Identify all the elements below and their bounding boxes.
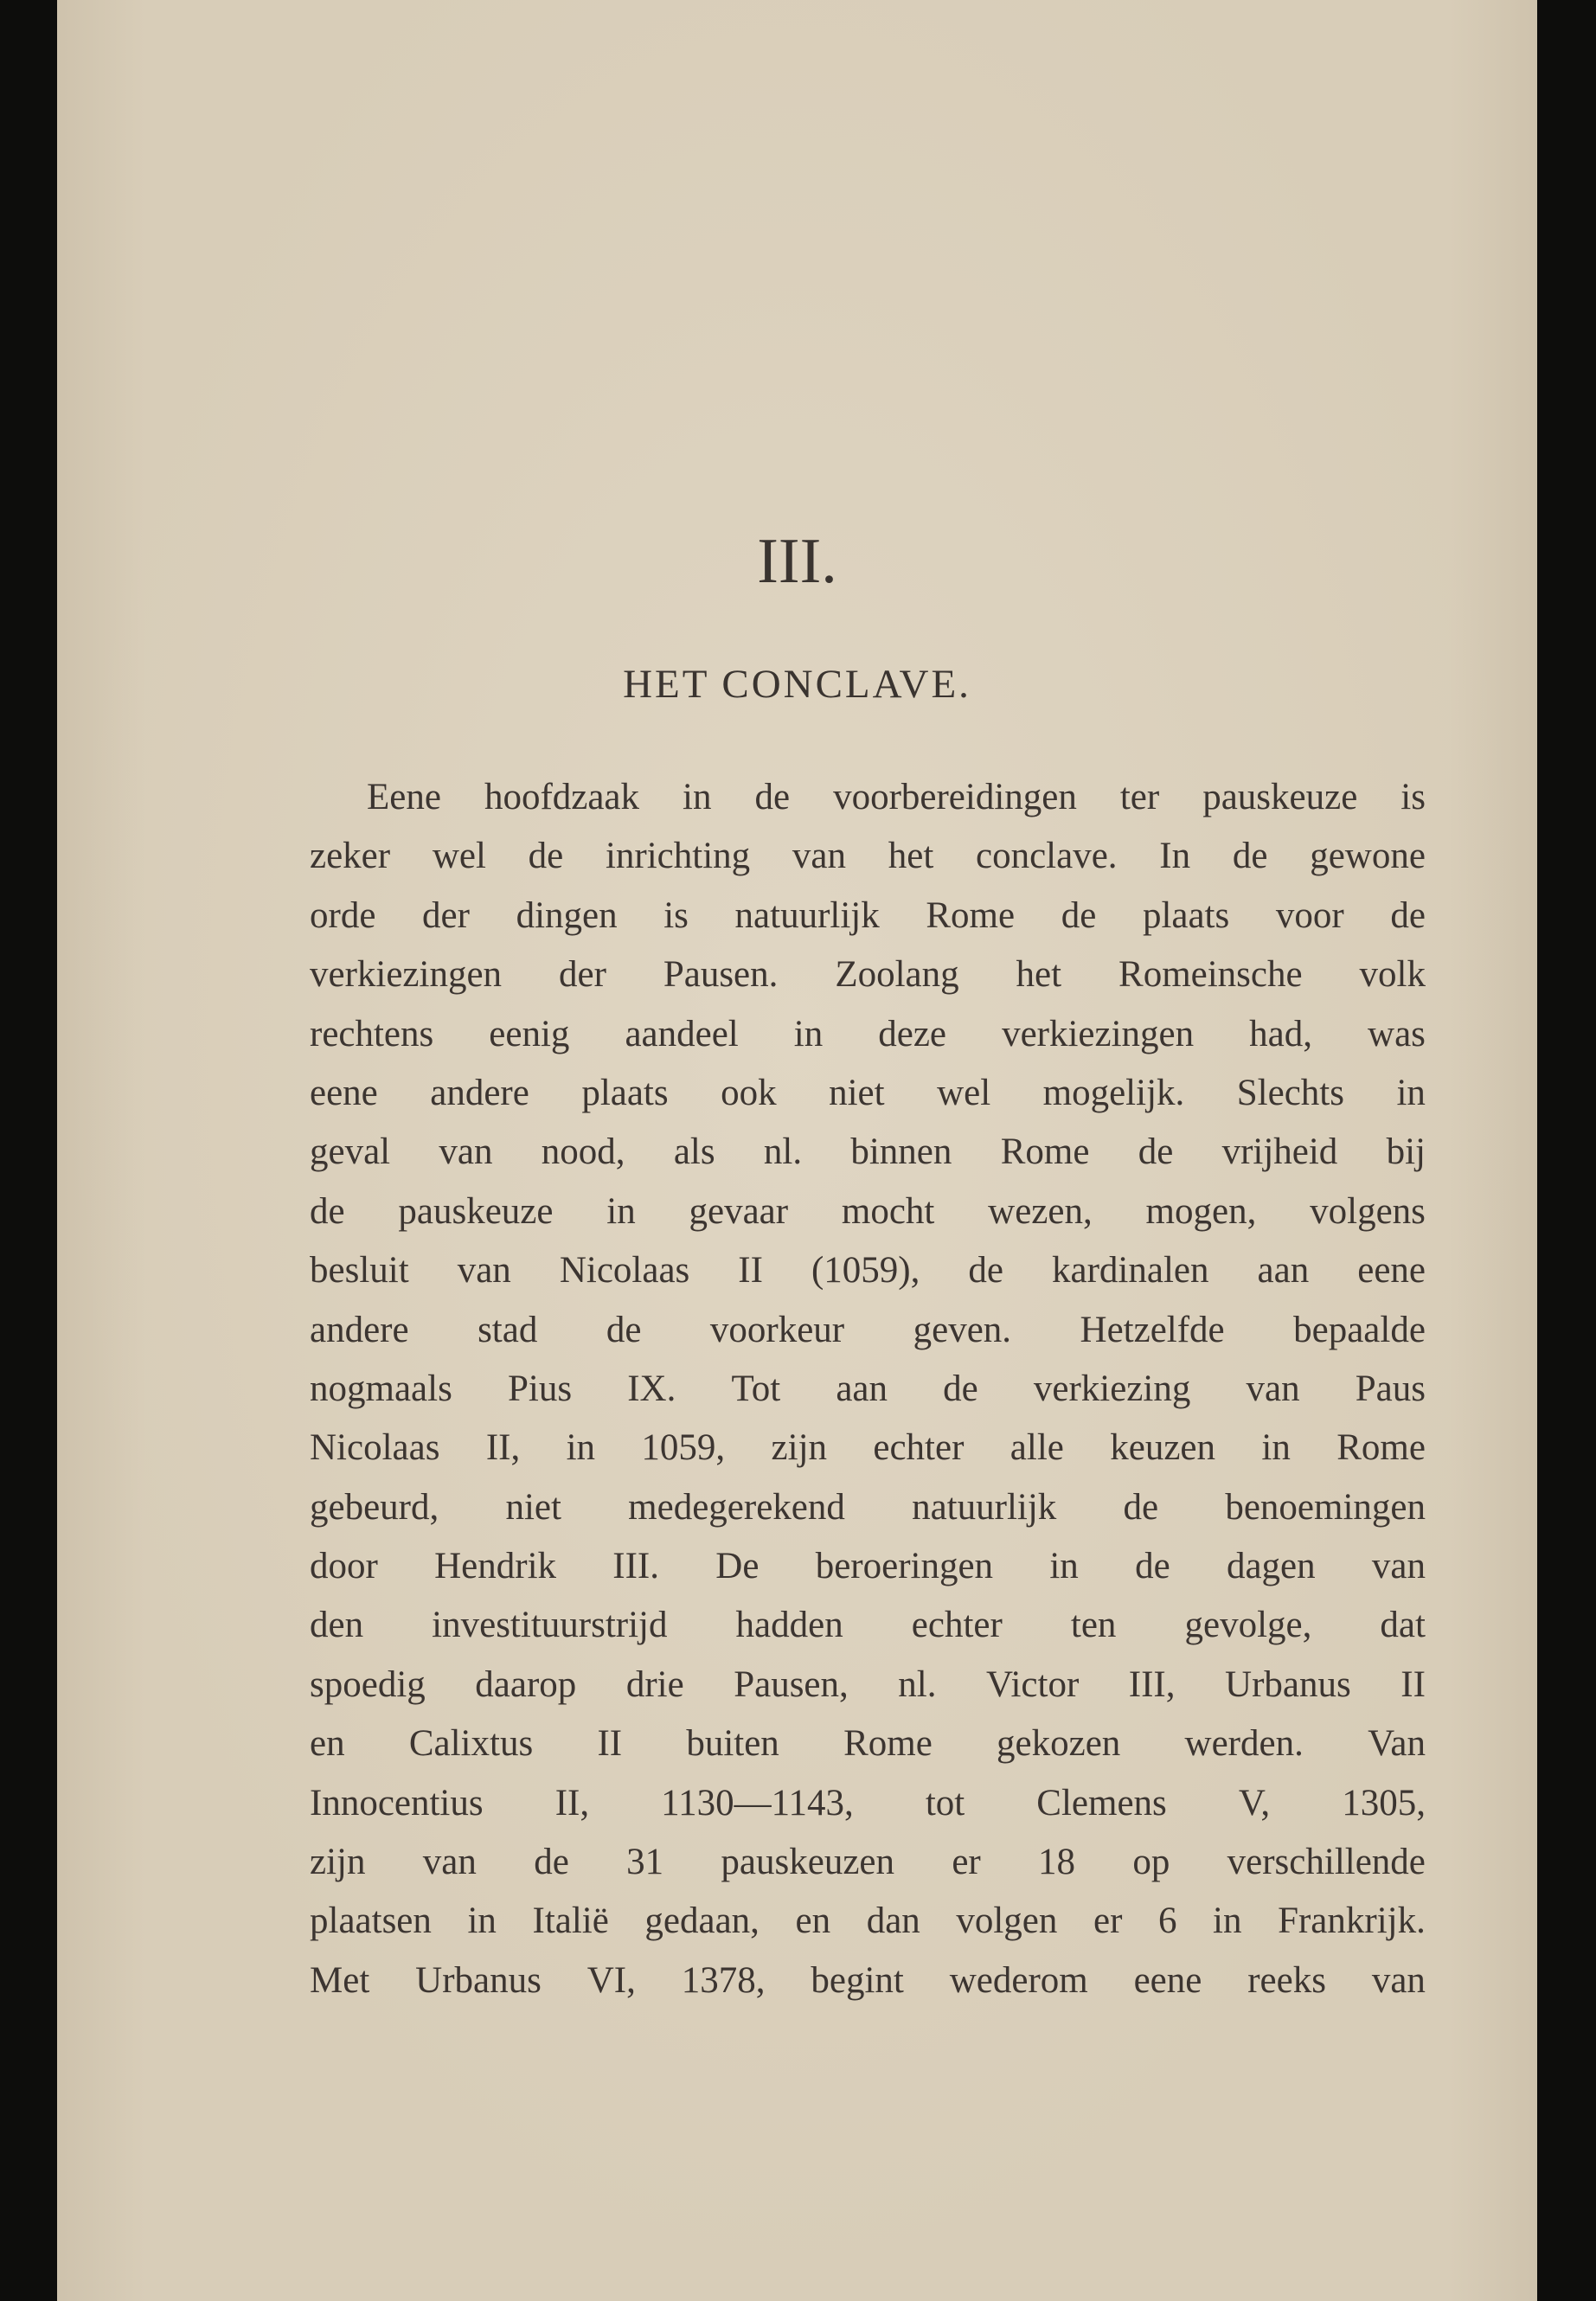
word: verkiezingen <box>310 954 503 996</box>
word: natuurlijk <box>912 1486 1057 1528</box>
word: voorkeur <box>709 1309 845 1350</box>
word: wezen, <box>988 1190 1093 1232</box>
word: investituurstrijd <box>432 1605 668 1646</box>
word: mogen, <box>1145 1190 1257 1232</box>
word: Calixtus <box>408 1723 534 1765</box>
word: gekozen <box>997 1723 1121 1765</box>
word: door <box>310 1546 378 1587</box>
word: Hetzelfde <box>1080 1309 1225 1350</box>
word: geval <box>310 1131 391 1173</box>
word: Urbanus <box>415 1959 542 2001</box>
word: het <box>1016 954 1062 996</box>
word: deze <box>878 1013 947 1054</box>
word: Pausen, <box>734 1663 849 1705</box>
text-line <box>310 1537 1426 1596</box>
text-line <box>310 1833 1426 1892</box>
word: de <box>943 1368 978 1409</box>
word: de <box>968 1250 1003 1292</box>
word: aandeel <box>625 1013 739 1054</box>
chapter-title: HET CONCLAVE. <box>623 662 971 707</box>
word: Pausen. <box>663 954 779 996</box>
word: der <box>422 894 470 936</box>
word: pauskeuze <box>398 1190 554 1232</box>
word: rechtens <box>310 1013 434 1054</box>
word: kardinalen <box>1052 1250 1209 1292</box>
word: op <box>1132 1842 1170 1883</box>
word: gebeurd, <box>310 1486 439 1528</box>
word: der <box>558 954 606 996</box>
word: de <box>606 1309 642 1350</box>
word: II, <box>554 1782 590 1823</box>
word: dingen <box>516 894 618 936</box>
word: zijn <box>771 1427 828 1469</box>
word: de <box>754 777 791 817</box>
word: IX. <box>627 1368 676 1409</box>
word: van <box>422 1842 477 1883</box>
word: Paus <box>1355 1368 1426 1409</box>
word: bepaalde <box>1293 1309 1426 1350</box>
word: VI, <box>586 1959 636 2001</box>
word: In <box>1159 836 1191 877</box>
text-line <box>310 1241 1426 1300</box>
word: nogmaals <box>310 1368 452 1409</box>
word: beroeringen <box>815 1546 994 1587</box>
word: 1378, <box>681 1959 766 2001</box>
text-line <box>310 1301 1426 1360</box>
word: verschillende <box>1227 1842 1426 1883</box>
text-line <box>310 1596 1426 1655</box>
word: 1130—1143, <box>661 1782 854 1823</box>
word: andere <box>310 1309 409 1350</box>
word: volgen <box>956 1900 1058 1942</box>
word: verkiezingen <box>1002 1013 1195 1054</box>
text-line <box>310 945 1426 1004</box>
word: (1059), <box>811 1250 920 1292</box>
word: inrichting <box>605 836 751 877</box>
word: gevaar <box>689 1190 789 1232</box>
word: Italië <box>532 1900 609 1942</box>
word: besluit <box>310 1250 409 1292</box>
word: had, <box>1249 1013 1312 1054</box>
word: mogelijk. <box>1042 1072 1185 1113</box>
word: II <box>738 1250 763 1292</box>
word: eene <box>310 1072 378 1113</box>
word: in <box>1049 1546 1079 1587</box>
word: Rome <box>1336 1427 1426 1469</box>
word: 1059, <box>641 1427 726 1469</box>
word: de <box>528 836 564 877</box>
word: bij <box>1386 1131 1426 1173</box>
word: Zoolang <box>835 954 959 996</box>
word: wel <box>432 836 486 877</box>
word: Rome <box>843 1723 933 1765</box>
word: III, <box>1128 1663 1176 1705</box>
word: tot <box>925 1782 965 1823</box>
word: II, <box>485 1427 521 1469</box>
word: Tot <box>731 1368 781 1409</box>
word: keuzen <box>1110 1427 1216 1469</box>
word: de <box>1123 1486 1159 1528</box>
word: ook <box>721 1072 777 1113</box>
word: voor <box>1275 894 1344 936</box>
word: Innocentius <box>310 1782 484 1823</box>
word: hoofdzaak <box>484 777 640 817</box>
word: den <box>310 1605 364 1646</box>
text-line <box>310 1360 1426 1419</box>
word: 1305, <box>1342 1782 1426 1823</box>
word: aan <box>836 1368 888 1409</box>
word: 31 <box>626 1842 664 1883</box>
word: in <box>793 1013 824 1054</box>
word: Nicolaas <box>310 1427 440 1469</box>
word: aan <box>1257 1250 1310 1292</box>
word: Rome <box>1000 1131 1090 1173</box>
word: er <box>952 1842 981 1883</box>
word: wel <box>937 1072 991 1113</box>
word: Romeinsche <box>1118 954 1303 996</box>
word: is <box>663 894 689 936</box>
word: 18 <box>1038 1842 1076 1883</box>
text-line <box>310 768 1426 827</box>
word: benoemingen <box>1225 1486 1426 1528</box>
word: er <box>1093 1900 1123 1942</box>
word: orde <box>310 894 376 936</box>
word: van <box>1371 1959 1426 2001</box>
word: II <box>1401 1663 1426 1705</box>
word: het <box>888 836 934 877</box>
word: de <box>1390 894 1426 936</box>
text-line <box>310 1064 1426 1123</box>
word: reeks <box>1247 1959 1326 2001</box>
word: dat <box>1380 1605 1426 1646</box>
word: de <box>1061 894 1097 936</box>
word: van <box>439 1131 493 1173</box>
word: zijn <box>310 1842 366 1883</box>
word: geven. <box>913 1309 1012 1350</box>
word: echter <box>911 1605 1003 1646</box>
chapter-body <box>310 768 1426 2010</box>
word: Victor <box>986 1663 1080 1705</box>
word: gevolge, <box>1184 1605 1312 1646</box>
word: Frankrijk. <box>1278 1900 1426 1942</box>
word: en <box>795 1900 831 1942</box>
word: in <box>683 777 712 817</box>
word: nl. <box>763 1131 803 1173</box>
word: Rome <box>926 894 1016 936</box>
word: daarop <box>475 1663 577 1705</box>
word: de <box>534 1842 569 1883</box>
word: drie <box>625 1663 684 1705</box>
word: in <box>467 1900 497 1942</box>
word: alle <box>1010 1427 1064 1469</box>
word: de <box>1138 1131 1174 1173</box>
word: Clemens <box>1036 1782 1167 1823</box>
text-line <box>310 1478 1426 1537</box>
word: binnen <box>850 1131 952 1173</box>
text-line <box>310 1656 1426 1715</box>
word: niet <box>505 1486 561 1528</box>
word: van <box>792 836 846 877</box>
word: was <box>1368 1013 1426 1054</box>
word: Pius <box>507 1368 573 1409</box>
word: stad <box>478 1309 538 1350</box>
word: mocht <box>841 1190 935 1232</box>
word: begint <box>811 1959 904 2001</box>
text-line <box>310 887 1426 945</box>
text-line <box>310 1183 1426 1241</box>
word: nood, <box>541 1131 625 1173</box>
word: plaats <box>1142 894 1230 936</box>
word: echter <box>873 1427 965 1469</box>
word: voorbereidingen <box>833 777 1077 817</box>
word: Van <box>1368 1723 1426 1765</box>
word: pauskeuze <box>1202 777 1358 817</box>
word: Urbanus <box>1225 1663 1351 1705</box>
word: eenig <box>489 1013 570 1054</box>
word: ter <box>1119 777 1160 817</box>
word: volk <box>1359 954 1426 996</box>
word: Eene <box>367 777 441 817</box>
word: natuurlijk <box>734 894 880 936</box>
word: andere <box>430 1072 529 1113</box>
word: en <box>310 1723 345 1765</box>
text-line <box>310 1419 1426 1477</box>
text-line <box>310 1892 1426 1951</box>
word: vrijheid <box>1221 1131 1338 1173</box>
word: Slechts <box>1236 1072 1344 1113</box>
word: in <box>1396 1072 1426 1113</box>
text-line <box>310 1123 1426 1182</box>
word: van <box>457 1250 511 1292</box>
word: hadden <box>735 1605 843 1646</box>
word: in <box>606 1190 636 1232</box>
word: De <box>715 1546 760 1587</box>
word: conclave. <box>976 836 1118 877</box>
word: van <box>1246 1368 1300 1409</box>
word: 6 <box>1157 1900 1177 1942</box>
word: Hendrik <box>434 1546 557 1587</box>
word: zeker <box>310 836 391 877</box>
text-line <box>310 827 1426 886</box>
word: spoedig <box>310 1663 426 1705</box>
word: gedaan, <box>644 1900 760 1942</box>
word: in <box>1213 1900 1242 1942</box>
text-line <box>310 1715 1426 1773</box>
word: van <box>1371 1546 1426 1587</box>
word: medegerekend <box>628 1486 845 1528</box>
word: is <box>1401 777 1426 817</box>
text-line <box>310 1952 1426 2010</box>
word: niet <box>829 1072 885 1113</box>
word: dagen <box>1226 1546 1316 1587</box>
word: plaatsen <box>310 1900 432 1942</box>
text-line <box>310 1005 1426 1064</box>
text-line <box>310 1774 1426 1833</box>
word: de <box>1135 1546 1170 1587</box>
word: plaats <box>581 1072 669 1113</box>
word: III. <box>612 1546 660 1587</box>
word: V, <box>1238 1782 1271 1823</box>
word: als <box>673 1131 715 1173</box>
word: Nicolaas <box>559 1250 690 1292</box>
word: dan <box>866 1900 920 1942</box>
word: pauskeuzen <box>721 1842 894 1883</box>
chapter-number: III. <box>757 526 837 597</box>
word: wederom <box>949 1959 1088 2001</box>
word: werden. <box>1184 1723 1304 1765</box>
word: gewone <box>1310 836 1426 877</box>
word: eene <box>1133 1959 1202 2001</box>
word: eene <box>1357 1250 1426 1292</box>
word: verkiezing <box>1033 1368 1191 1409</box>
word: II <box>597 1723 623 1765</box>
word: nl. <box>898 1663 937 1705</box>
word: de <box>310 1190 345 1232</box>
word: volgens <box>1310 1190 1426 1232</box>
word: in <box>566 1427 596 1469</box>
word: ten <box>1070 1605 1117 1646</box>
word: de <box>1232 836 1268 877</box>
word: in <box>1261 1427 1291 1469</box>
word: buiten <box>686 1723 779 1765</box>
book-page <box>57 0 1537 2301</box>
word: Met <box>310 1959 370 2001</box>
